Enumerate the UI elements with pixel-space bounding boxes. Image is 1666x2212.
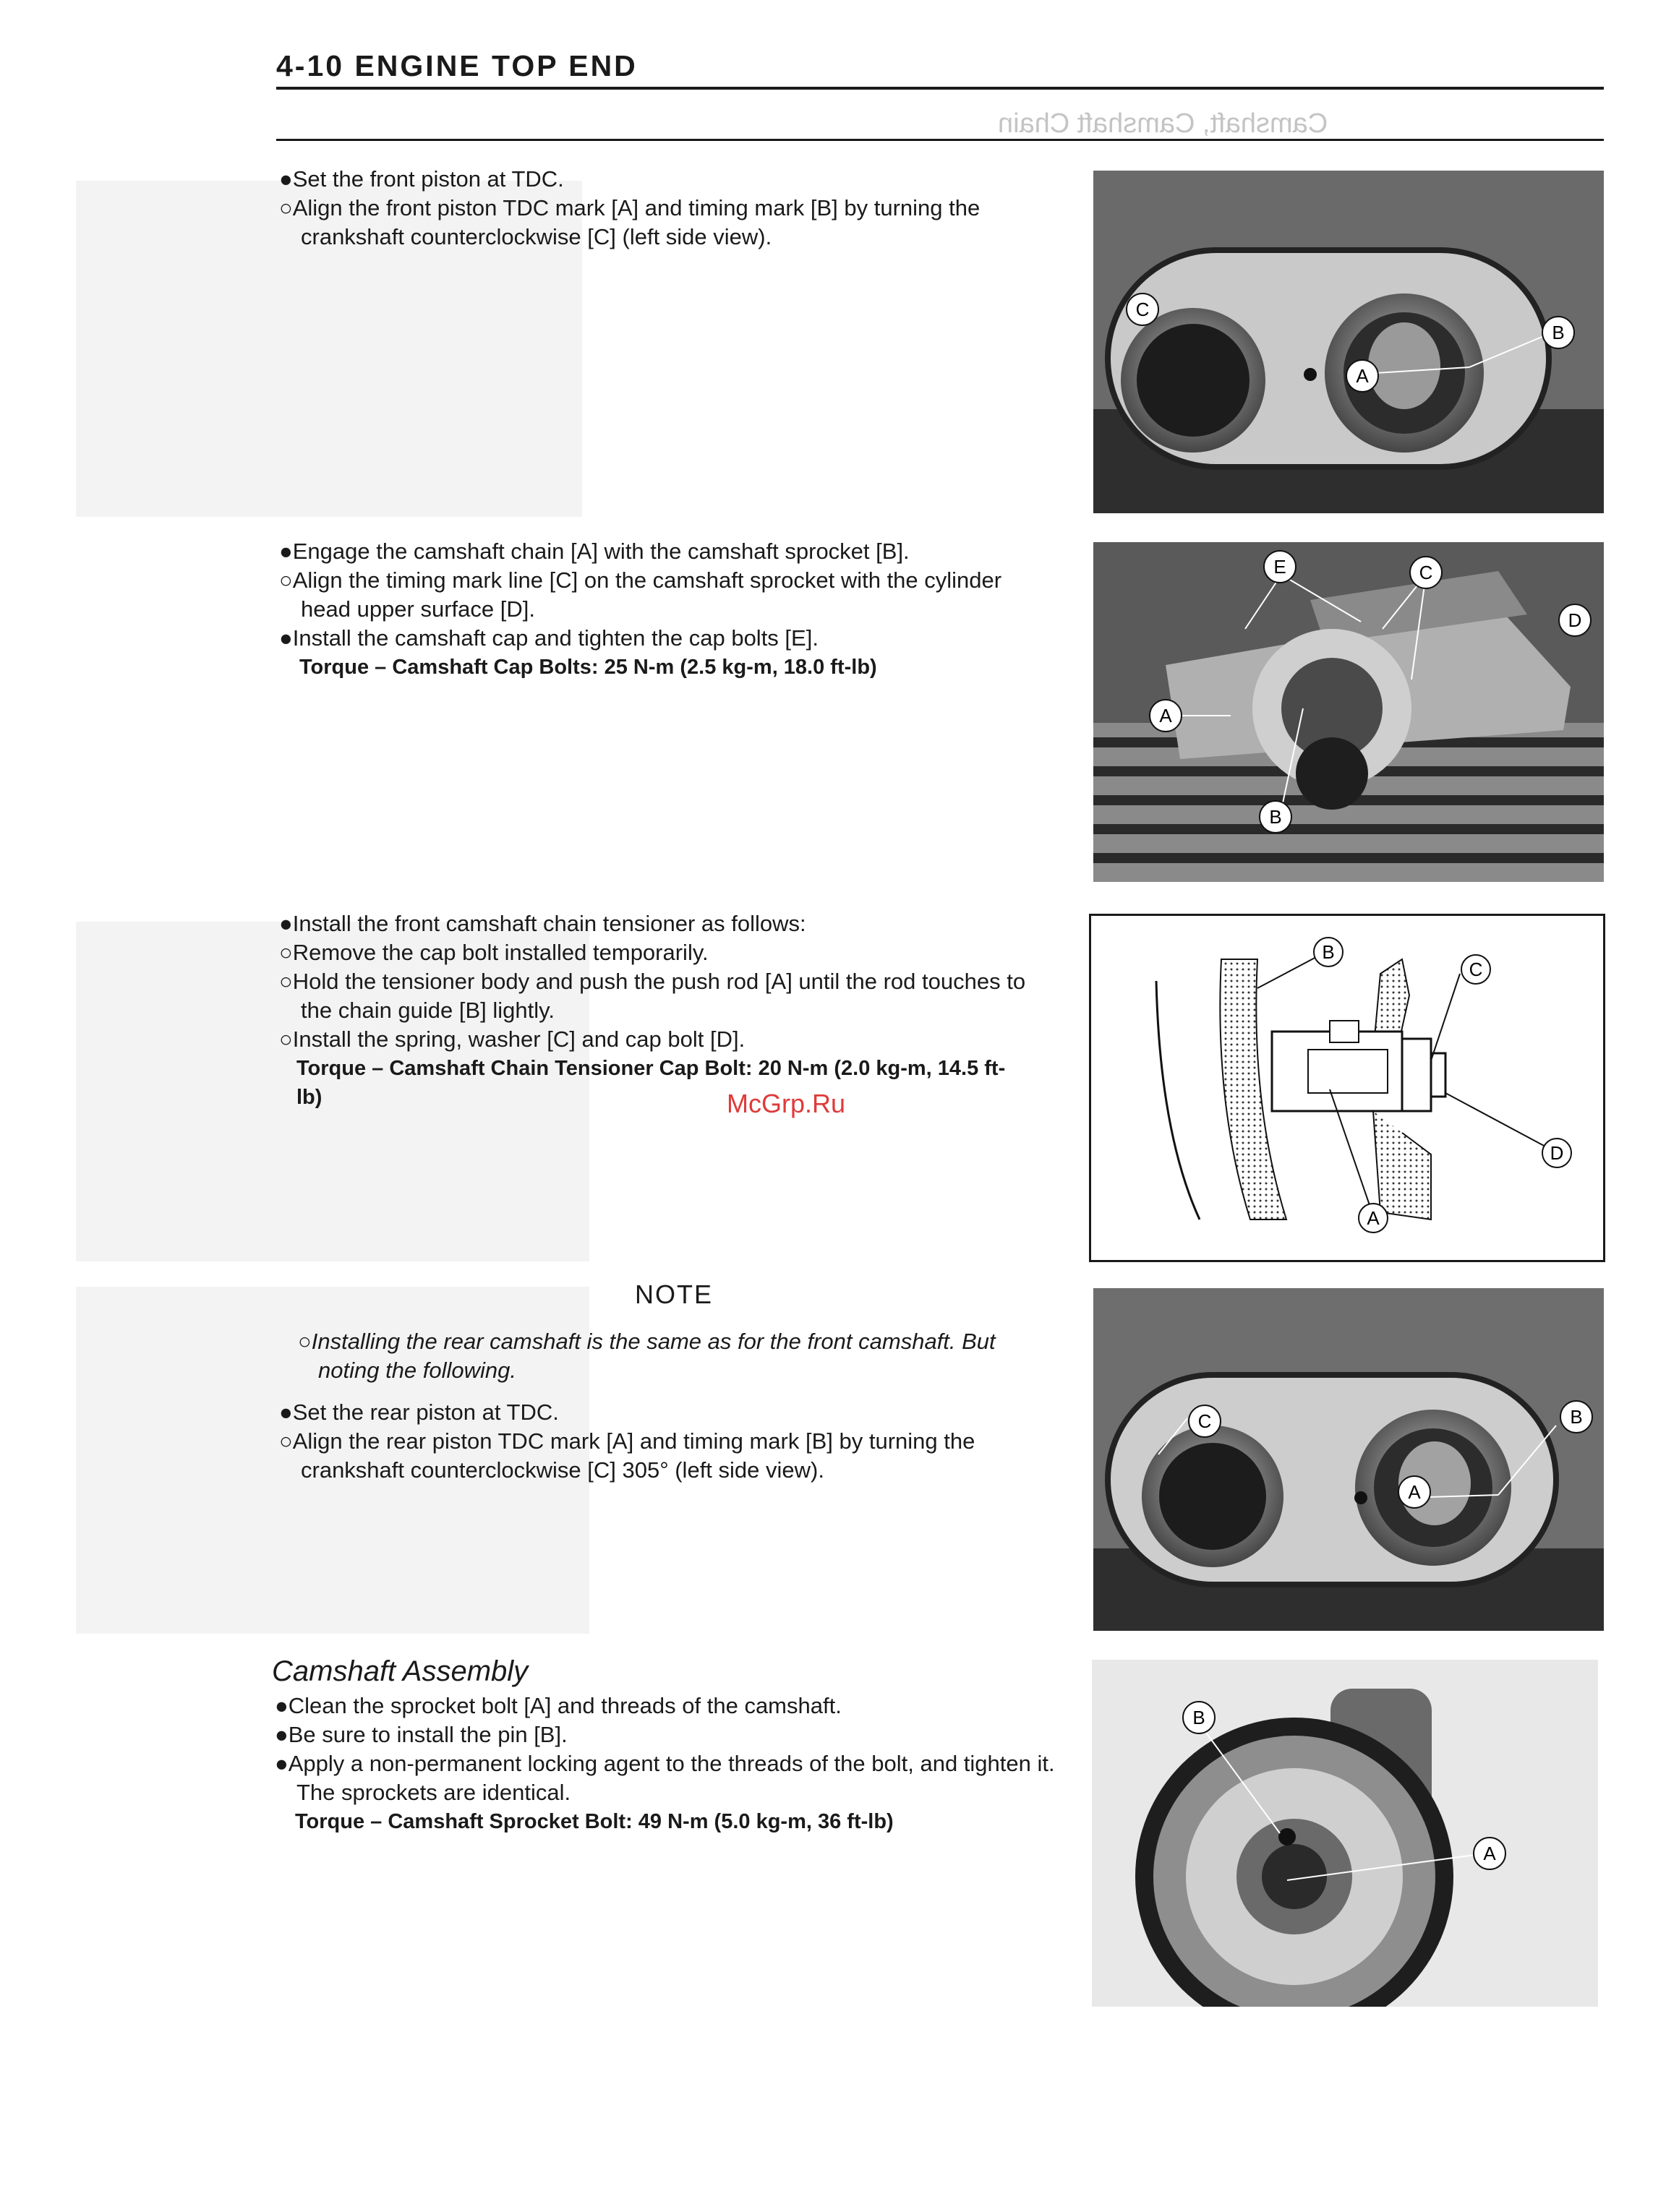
label-b: B: [1192, 1707, 1205, 1728]
watermark: McGrp.Ru: [727, 1089, 846, 1118]
label-b: B: [1570, 1406, 1583, 1428]
camshaft-head-photo: [1093, 542, 1604, 882]
step-block-4: [279, 1398, 1053, 1485]
label-a: A: [1483, 1843, 1496, 1864]
label-e: E: [1273, 556, 1286, 578]
step-block-2: [279, 537, 1053, 682]
step-line: ●Set the rear piston at TDC.: [279, 1399, 559, 1425]
page-header: 4-10 ENGINE TOP END: [276, 49, 638, 82]
figure-timing-window-rear: [1093, 1288, 1604, 1631]
step-line: ○Align the timing mark line [C] on the camshaft sprocket with the cylinder head upper surface [D].: [279, 567, 1002, 622]
label-a: A: [1159, 705, 1172, 726]
step-line: ○Remove the cap bolt installed temporarily.: [279, 940, 709, 965]
step-line: ●Clean the sprocket bolt [A] and threads of the camshaft.: [275, 1693, 842, 1718]
label-b: B: [1552, 322, 1565, 343]
label-a: A: [1408, 1481, 1421, 1503]
step-block-3: [279, 909, 1053, 1112]
step-line: ●Install the front camshaft chain tensioner as follows:: [279, 911, 806, 936]
step-block-5: [275, 1692, 1063, 1836]
figure-camshaft-head: [1093, 542, 1604, 882]
mirror-header: Camshaft, Camshaft Chain: [998, 108, 1328, 139]
step-line: ○Align the front piston TDC mark [A] and timing mark [B] by turning the crankshaft counterclockwise [C] (left side view).: [279, 195, 981, 249]
header-rule: [276, 87, 1604, 90]
step-line: ○Install the spring, washer [C] and cap bolt [D].: [279, 1026, 746, 1052]
torque-spec: Torque – Camshaft Sprocket Bolt: 49 N-m (5.0 kg-m, 36 ft-lb): [295, 1810, 894, 1833]
label-a: A: [1367, 1207, 1380, 1229]
label-c: C: [1135, 299, 1150, 320]
label-b: B: [1322, 941, 1335, 963]
tensioner-drawing: [1091, 916, 1603, 1260]
timing-window-rear-photo: [1093, 1288, 1604, 1631]
note-body: [298, 1327, 1057, 1385]
label-a: A: [1356, 365, 1369, 387]
torque-spec: Torque – Camshaft Chain Tensioner Cap Bolt: 20 N-m (2.0 kg-m, 14.5 ft-lb): [296, 1057, 1006, 1109]
label-c: C: [1469, 959, 1483, 980]
torque-spec: Torque – Camshaft Cap Bolts: 25 N-m (2.5 kg-m, 18.0 ft-lb): [299, 656, 877, 679]
timing-window-photo: [1093, 171, 1604, 513]
section-heading: Camshaft Assembly: [272, 1655, 529, 1687]
step-line: ○Hold the tensioner body and push the push rod [A] until the rod touches to the chain guide [B] lightly.: [279, 969, 1026, 1023]
label-d: D: [1568, 609, 1582, 631]
step-line: ●Engage the camshaft chain [A] with the camshaft sprocket [B].: [279, 539, 910, 564]
figure-camshaft-sprocket: [1092, 1660, 1598, 2007]
figure-tensioner-drawing: [1089, 914, 1605, 1262]
label-c: C: [1419, 562, 1433, 583]
note-line: ○Installing the rear camshaft is the same as for the front camshaft. But noting the following.: [298, 1329, 996, 1383]
label-d: D: [1550, 1142, 1564, 1164]
step-line: ●Install the camshaft cap and tighten the cap bolts [E].: [279, 625, 819, 651]
step-line: ○Align the rear piston TDC mark [A] and timing mark [B] by turning the crankshaft counterclockwise [C] 305° (left side view).: [279, 1428, 975, 1483]
header-rule-lower: [276, 139, 1604, 141]
camshaft-sprocket-photo: [1092, 1660, 1598, 2007]
figure-timing-window-front: [1093, 171, 1604, 513]
step-line: ●Apply a non-permanent locking agent to the threads of the bolt, and tighten it. The sprockets are identical.: [275, 1751, 1055, 1805]
note-title: NOTE: [635, 1279, 714, 1309]
label-c: C: [1197, 1410, 1212, 1432]
step-block-1: [279, 165, 1053, 252]
label-b: B: [1269, 806, 1282, 828]
step-line: ●Be sure to install the pin [B].: [275, 1722, 568, 1747]
step-line: ●Set the front piston at TDC.: [279, 166, 564, 192]
